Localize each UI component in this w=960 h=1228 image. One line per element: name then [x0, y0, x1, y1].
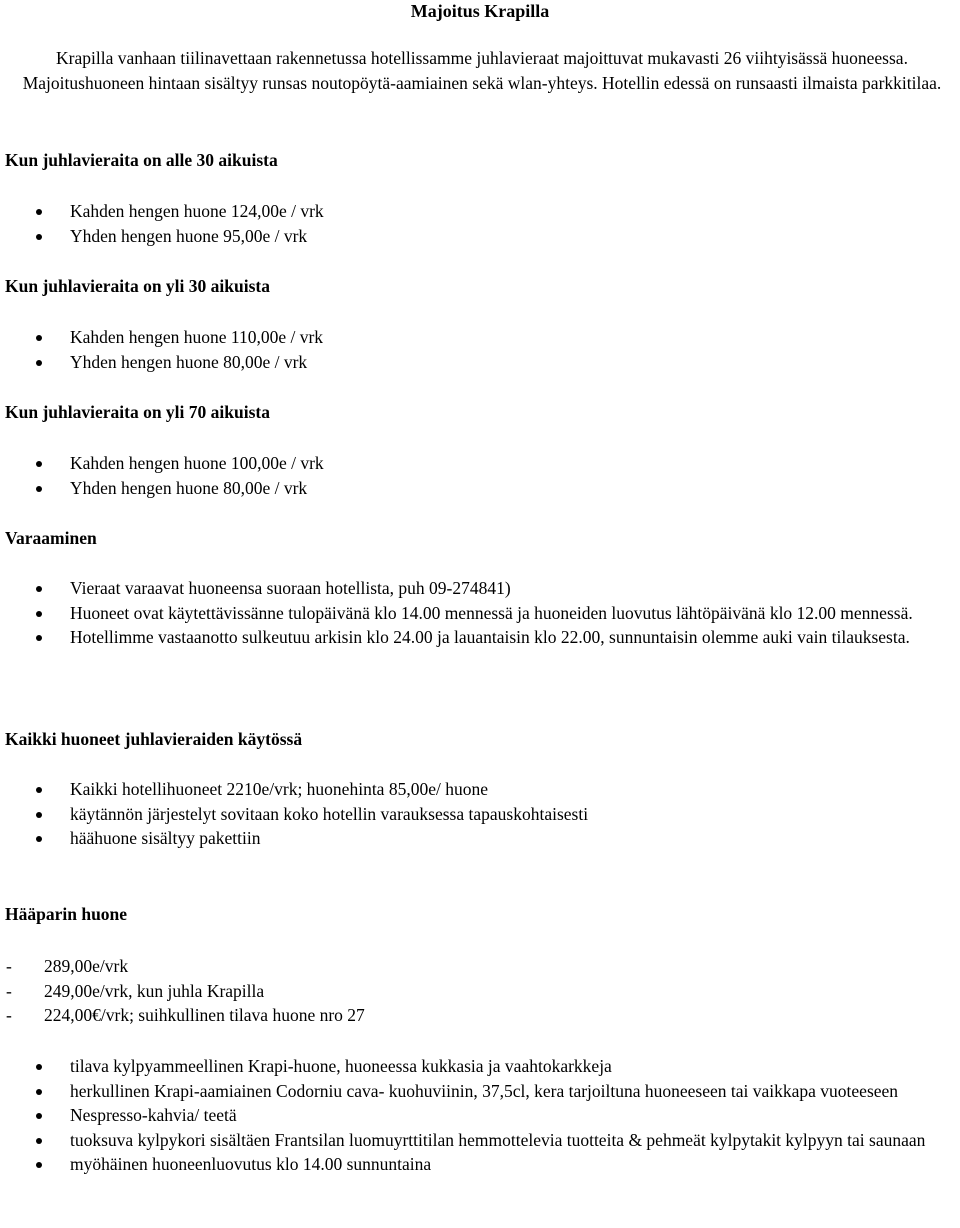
list-item: myöhäinen huoneenluovutus klo 14.00 sunnuntaina — [0, 1152, 960, 1177]
list-item: Kaikki hotellihuoneet 2210e/vrk; huonehinta 85,00e/ huone — [0, 777, 960, 802]
bullet-icon — [36, 586, 42, 592]
list-all-rooms — [0, 777, 960, 851]
bullet-icon — [36, 335, 42, 341]
price-item: - 224,00€/vrk; suihkullinen tilava huone nro 27 — [0, 1003, 960, 1028]
dash-icon: - — [6, 980, 12, 1001]
bullet-icon — [36, 461, 42, 467]
bullet-icon — [36, 234, 42, 240]
list-item: Kahden hengen huone 124,00e / vrk — [0, 199, 960, 224]
list-item: Yhden hengen huone 95,00e / vrk — [0, 224, 960, 249]
section-heading-honeymoon: Hääparin huone — [5, 904, 128, 924]
bullet-icon — [36, 360, 42, 366]
section-heading-all-rooms: Kaikki huoneet juhlavieraiden käytössä — [5, 729, 303, 749]
list-over-30 — [0, 325, 960, 374]
price-item: - 249,00e/vrk, kun juhla Krapilla — [0, 979, 960, 1004]
list-item: Nespresso-kahvia/ teetä — [0, 1103, 960, 1128]
list-item: käytännön järjestelyt sovitaan koko hotellin varauksessa tapauskohtaisesti — [0, 802, 960, 827]
intro-paragraph: Krapilla vanhaan tiilinavettaan rakennetussa hotellissamme juhlavieraat majoittuvat mukavasti 26 viihtyisässä huoneessa. Majoitushuoneen hintaan sisältyy runsas noutopöytä-aamiainen sekä wlan-yhteys. Hotellin edessä on runsaasti ilmaista parkkitilaa. — [22, 48, 942, 93]
list-item: tilava kylpyammeellinen Krapi-huone, huoneessa kukkasia ja vaahtokarkkeja — [0, 1054, 960, 1079]
dash-icon: - — [6, 956, 12, 976]
list-item: häähuone sisältyy pakettiin — [0, 826, 960, 851]
section-heading-over-70: Kun juhlavieraita on yli 70 aikuista — [5, 402, 270, 422]
list-item: herkullinen Krapi-aamiainen Codorniu cava- kuohuviinin, 37,5cl, kera tarjoiltuna huoneeseen tai vaikkapa vuoteeseen — [0, 1079, 960, 1104]
bullet-icon — [36, 836, 42, 842]
bullet-icon — [36, 812, 42, 818]
dash-icon: - — [6, 1005, 12, 1025]
section-heading-booking: Varaaminen — [5, 528, 97, 548]
list-item: Vieraat varaavat huoneensa suoraan hotellista, puh 09-274841) — [0, 576, 960, 601]
bullet-icon — [36, 787, 42, 793]
price-item: - 289,00e/vrk — [0, 954, 960, 979]
bullet-icon — [36, 1113, 42, 1119]
price-list-honeymoon — [0, 954, 960, 1028]
bullet-icon — [36, 611, 42, 617]
list-item: Kahden hengen huone 110,00e / vrk — [0, 325, 960, 350]
page-title: Majoitus Krapilla — [410, 1, 550, 21]
list-under-30 — [0, 199, 960, 248]
bullet-icon — [36, 209, 42, 215]
bullet-icon — [36, 486, 42, 492]
list-item: Hotellimme vastaanotto sulkeutuu arkisin klo 24.00 ja lauantaisin klo 22.00, sunnuntaisin olemme auki vain tilauksesta. — [0, 625, 960, 650]
list-item: tuoksuva kylpykori sisältäen Frantsilan luomuyrttitilan hemmottelevia tuotteita & pehmeät kylpytakit kylpyyn tai saunaan — [0, 1128, 960, 1153]
bullet-icon — [36, 1138, 42, 1144]
list-item: Kahden hengen huone 100,00e / vrk — [0, 451, 960, 476]
list-over-70 — [0, 451, 960, 500]
list-honeymoon-features — [0, 1054, 960, 1177]
list-item: Yhden hengen huone 80,00e / vrk — [0, 350, 960, 375]
list-item: Huoneet ovat käytettävissänne tulopäivänä klo 14.00 mennessä ja huoneiden luovutus lähtöpäivänä klo 12.00 mennessä. — [0, 601, 960, 626]
section-heading-over-30: Kun juhlavieraita on yli 30 aikuista — [5, 276, 270, 296]
bullet-icon — [36, 635, 42, 641]
section-heading-under-30: Kun juhlavieraita on alle 30 aikuista — [5, 150, 278, 170]
bullet-icon — [36, 1162, 42, 1168]
bullet-icon — [36, 1064, 42, 1070]
bullet-icon — [36, 1089, 42, 1095]
list-booking — [0, 576, 960, 650]
list-item: Yhden hengen huone 80,00e / vrk — [0, 476, 960, 501]
